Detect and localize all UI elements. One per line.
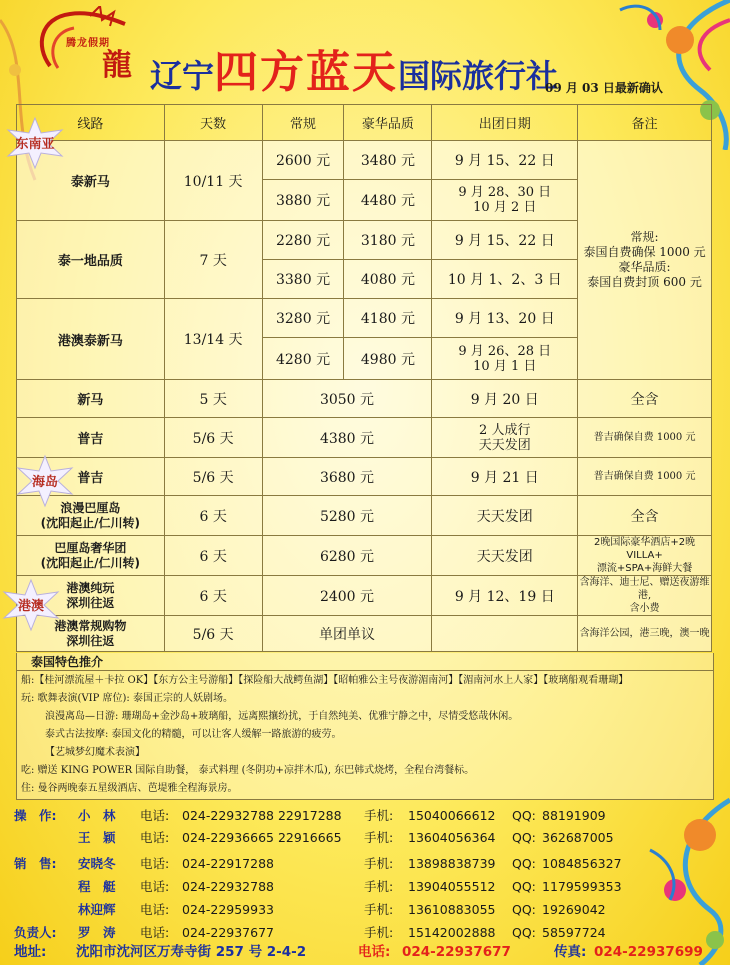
departure-date: 9 月 13、20 日: [432, 299, 578, 338]
table-row: [17, 380, 712, 418]
mobile-label: 手机:: [364, 830, 394, 845]
feature-line-food: 吃: 赠送 KING POWER 国际自助餐， 泰式料理 (冬阴功+凉拌木瓜), 东巴韩式烧烤，全程台湾餐标。: [21, 765, 475, 776]
mobile-label: 手机:: [364, 879, 394, 894]
header-notes: 备注: [578, 105, 712, 141]
badge-hainan: [14, 454, 76, 508]
route-note: 2晚国际豪华酒店+2晚VILLA+ 漂流+SPA+海鲜大餐: [578, 536, 712, 576]
departure-date: 9 月 15、22 日: [432, 141, 578, 180]
badge-southeast-asia: [4, 116, 66, 170]
departure-date: 9 月 28、30 日 10 月 2 日: [432, 180, 578, 221]
feature-line-hotel: 住: 曼谷两晚泰五星级酒店、芭堤雅全程海景房。: [21, 783, 238, 794]
contact-tel: 024-22917288: [182, 856, 274, 871]
price: 单团单议: [262, 616, 432, 652]
contact-qq: 1179599353: [542, 879, 622, 894]
address-value: 沈阳市沈河区万寿寺街 257 号 2-4-2: [76, 944, 307, 960]
contact-name: 小 林: [78, 808, 116, 823]
badge-label: 海岛: [31, 475, 58, 490]
contact-tel: 024-22959933: [182, 902, 274, 917]
contact-name: 罗 涛: [78, 925, 116, 940]
route-name: 港澳泰新马: [17, 299, 165, 380]
contact-mobile: 13904055512: [408, 879, 496, 894]
address-row: [14, 942, 714, 963]
route-name: 港澳纯玩 深圳往返: [17, 576, 165, 616]
badge-label: 东南亚: [15, 137, 55, 152]
title-part-province: 辽宁: [150, 57, 215, 95]
logo-dragon-char: 龍: [102, 48, 132, 83]
price-regular: 2600 元: [262, 141, 344, 180]
tour-price-table: [16, 104, 712, 652]
route-name: 浪漫巴厘岛 (沈阳起止/仁川转): [17, 496, 165, 536]
badge-label: 港澳: [17, 599, 44, 614]
contact-mobile: 15142002888: [408, 925, 496, 940]
fax-value: 024-22937699: [594, 944, 703, 960]
contact-mobile: 13898838739: [408, 856, 496, 871]
route-days: 7 天: [164, 221, 262, 299]
route-note: 含海洋、迪士尼、赠送夜游维港, 含小费: [579, 577, 710, 614]
company-logo: [30, 6, 150, 86]
contact-qq: 19269042: [542, 902, 606, 917]
departure-date: [432, 616, 578, 652]
price-regular: 3280 元: [262, 299, 344, 338]
table-row: [17, 616, 712, 652]
address-label: 地址:: [14, 944, 47, 960]
table-row: [17, 418, 712, 458]
manager-label: 负责人:: [14, 925, 57, 940]
mobile-label: 手机:: [364, 925, 394, 940]
price: 2400 元: [262, 576, 432, 616]
logo-text: 腾龙假期: [66, 38, 110, 49]
feature-line-boats: 船:【桂河漂流屋＋卡拉 OK】【东方公主号游船】【探险船大战鳄鱼湖】【昭帕雅公主号夜游湄南河】【湄南河水上人家】【玻璃船观看珊瑚】: [21, 675, 629, 686]
tel-label: 电话:: [140, 925, 170, 940]
title-part-brand: 四方蓝天: [214, 47, 399, 98]
price: 3680 元: [262, 458, 432, 496]
departure-date: 9 月 20 日: [432, 380, 578, 418]
phone-label: 电话:: [358, 944, 391, 960]
title-part-agency: 国际旅行社: [398, 57, 559, 95]
feature-line-island: 浪漫离岛—日游: 珊瑚岛+金沙岛+玻璃船，远离熙攘纷扰，于自然纯美、优雅宁静之中，尽情受悠哉休闲。: [45, 711, 519, 722]
contact-name: 林迎辉: [78, 902, 116, 917]
price: 3050 元: [262, 380, 432, 418]
departure-date: 9 月 26、28 日 10 月 1 日: [432, 338, 578, 380]
contact-row: [14, 853, 714, 874]
departure-date: 天天发团: [432, 496, 578, 536]
contact-qq: 1084856327: [542, 856, 622, 871]
phone-value: 024-22937677: [402, 944, 511, 960]
route-days: 5 天: [164, 380, 262, 418]
fax-label: 传真:: [554, 944, 587, 960]
contact-tel: 024-22932788 22917288: [182, 808, 342, 823]
route-note: 全含: [578, 380, 712, 418]
contact-qq: 362687005: [542, 830, 614, 845]
mobile-label: 手机:: [364, 902, 394, 917]
tel-label: 电话:: [140, 879, 170, 894]
price-luxury: 4480 元: [344, 180, 432, 221]
update-date: 09 月 03 日最新确认: [545, 81, 663, 95]
contact-tel: 024-22936665 22916665: [182, 830, 342, 845]
contact-name: 安晓冬: [78, 856, 116, 871]
contact-row: [14, 899, 714, 920]
route-name: 港澳常规购物 深圳往返: [17, 616, 165, 652]
price-regular: 2280 元: [262, 221, 344, 260]
contact-mobile: 13604056364: [408, 830, 496, 845]
feature-line-shows: 玩: 歌舞表演(VIP 席位): 泰国正宗的人妖剧场。: [21, 693, 233, 704]
qq-label: QQ:: [512, 830, 536, 845]
sales-label: 销 售:: [14, 856, 57, 871]
table-row: [17, 458, 712, 496]
tel-label: 电话:: [140, 830, 170, 845]
departure-date: 9 月 12、19 日: [432, 576, 578, 616]
departure-date: 9 月 15、22 日: [432, 221, 578, 260]
qq-label: QQ:: [512, 856, 536, 871]
price: 5280 元: [262, 496, 432, 536]
price: 4380 元: [262, 418, 432, 458]
route-days: 13/14 天: [164, 299, 262, 380]
price-luxury: 4180 元: [344, 299, 432, 338]
route-days: 10/11 天: [164, 141, 262, 221]
header-route: 线路: [17, 105, 165, 141]
table-row: [17, 536, 712, 576]
departure-date: 天天发团: [432, 536, 578, 576]
route-name: 巴厘岛奢华团 (沈阳起止/仁川转): [17, 536, 165, 576]
route-days: 5/6 天: [164, 616, 262, 652]
contact-tel: 024-22937677: [182, 925, 274, 940]
price-regular: 3880 元: [262, 180, 344, 221]
mobile-label: 手机:: [364, 808, 394, 823]
ops-label: 操 作:: [14, 808, 57, 823]
departure-date: 2 人成行 天天发团: [432, 418, 578, 458]
contact-section: [14, 805, 714, 965]
route-note: 含海洋公园，港三晚，澳一晚: [578, 616, 712, 652]
price-regular: 3380 元: [262, 260, 344, 299]
table-row: [17, 141, 712, 180]
header-days: 天数: [164, 105, 262, 141]
contact-tel: 024-22932788: [182, 879, 274, 894]
thailand-features-section: [16, 653, 714, 800]
route-days: 5/6 天: [164, 418, 262, 458]
price: 6280 元: [262, 536, 432, 576]
contact-row: [14, 827, 714, 848]
route-days: 6 天: [164, 496, 262, 536]
tel-label: 电话:: [140, 808, 170, 823]
route-name: 新马: [17, 380, 165, 418]
route-note: 全含: [578, 496, 712, 536]
price-luxury: 4080 元: [344, 260, 432, 299]
contact-mobile: 13610883055: [408, 902, 496, 917]
mobile-label: 手机:: [364, 856, 394, 871]
route-name: 普吉: [17, 418, 165, 458]
route-name: 泰一地品质: [17, 221, 165, 299]
contact-qq: 58597724: [542, 925, 606, 940]
route-note: 普吉确保自费 1000 元: [578, 418, 712, 458]
header-departure: 出团日期: [432, 105, 578, 141]
contact-mobile: 15040066612: [408, 808, 496, 823]
qq-label: QQ:: [512, 925, 536, 940]
contact-name: 程 艇: [78, 879, 116, 894]
departure-date: 9 月 21 日: [432, 458, 578, 496]
qq-label: QQ:: [512, 879, 536, 894]
price-luxury: 3180 元: [344, 221, 432, 260]
table-row: [17, 496, 712, 536]
contact-row: [14, 876, 714, 897]
route-days: 5/6 天: [164, 458, 262, 496]
qq-label: QQ:: [512, 902, 536, 917]
route-note: 普吉确保自费 1000 元: [578, 458, 712, 496]
price-luxury: 3480 元: [344, 141, 432, 180]
header-luxury: 豪华品质: [344, 105, 432, 141]
route-name: 普吉: [17, 458, 165, 496]
feature-line-magic: 【艺城梦幻魔术表演】: [45, 747, 145, 758]
feature-line-massage: 泰式古法按摩: 泰国文化的精髓，可以让客人缓解一路旅游的疲劳。: [45, 729, 342, 740]
contact-row: [14, 805, 714, 826]
route-name: 泰新马: [17, 141, 165, 221]
price-regular: 4280 元: [262, 338, 344, 380]
features-title: 泰国特色推介: [17, 653, 713, 671]
table-header-row: [17, 105, 712, 141]
badge-hk-macau: [0, 578, 62, 632]
qq-label: QQ:: [512, 808, 536, 823]
tel-label: 电话:: [140, 856, 170, 871]
departure-date: 10 月 1、2、3 日: [432, 260, 578, 299]
header-regular: 常规: [262, 105, 344, 141]
page-title: [150, 36, 559, 98]
contact-qq: 88191909: [542, 808, 606, 823]
route-days: 6 天: [164, 576, 262, 616]
contact-row: [14, 922, 714, 943]
tel-label: 电话:: [140, 902, 170, 917]
merged-note: 常规: 泰国自费确保 1000 元 豪华品质: 泰国自费封顶 600 元: [578, 141, 712, 380]
price-luxury: 4980 元: [344, 338, 432, 380]
contact-name: 王 颖: [78, 830, 116, 845]
table-row: [17, 576, 712, 616]
route-days: 6 天: [164, 536, 262, 576]
